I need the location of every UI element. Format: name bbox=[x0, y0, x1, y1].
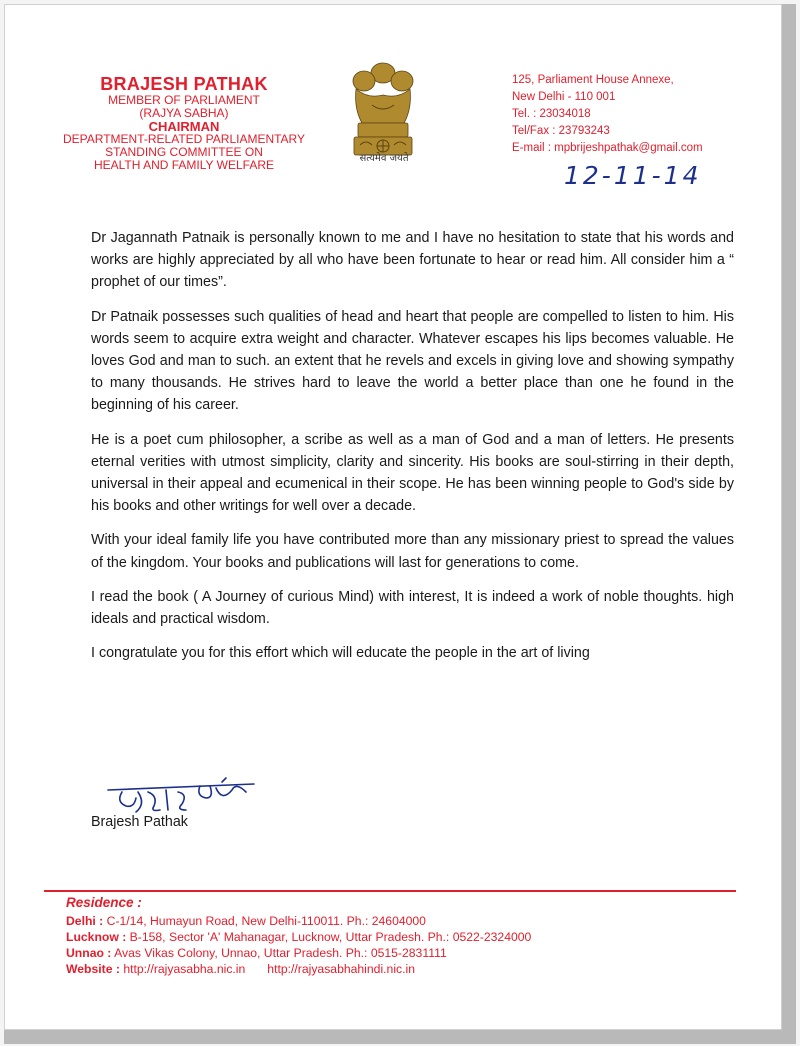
letterhead-left bbox=[34, 74, 334, 172]
address-line-2: New Delhi - 110 001 bbox=[512, 91, 616, 103]
committee-line-1: DEPARTMENT-RELATED PARLIAMENTARY bbox=[62, 132, 306, 146]
paragraph-1: Dr Jagannath Patnaik is personally known to me and I have no hesitation to state that his words and works are highly appreciated by all who have been fortunate to hear or read him. All consider him a “ prophet of our times”. bbox=[91, 230, 734, 291]
footer-unnao: Unnao : Avas Vikas Colony, Unnao, Uttar Pradesh. Ph.: 0515-2831111 bbox=[66, 946, 447, 960]
paragraph-6: I congratulate you for this effort which will educate the people in the art of living bbox=[91, 645, 590, 662]
handwritten-date: 12-11-14 bbox=[564, 161, 702, 190]
letterhead-right bbox=[512, 72, 782, 157]
address-line-1: 125, Parliament House Annexe, bbox=[512, 74, 674, 86]
letter-page bbox=[4, 4, 796, 1044]
committee-line-3: HEALTH AND FAMILY WELFARE bbox=[93, 158, 275, 172]
website-link-1[interactable]: http://rajyasabha.nic.in bbox=[119, 962, 246, 976]
signer-name: Brajesh Pathak bbox=[91, 814, 188, 830]
member-title: MEMBER OF PARLIAMENT bbox=[108, 93, 260, 107]
committee-line-2: STANDING COMMITTEE ON bbox=[105, 145, 263, 159]
emblem-motto: सत्यमेव जयते bbox=[359, 153, 409, 164]
footer-lucknow: Lucknow : B-158, Sector 'A' Mahanagar, Lucknow, Uttar Pradesh. Ph.: 0522-2324000 bbox=[66, 930, 532, 944]
email-address: E-mail : mpbrijeshpathak@gmail.com bbox=[512, 142, 703, 154]
website-link-2[interactable]: http://rajyasabhahindi.nic.in bbox=[267, 962, 415, 976]
paragraph-3: He is a poet cum philosopher, a scribe as well as a man of God and a man of letters. He presents eternal verities with utmost simplicity, clarity and sincerity. His books are soul-stirring in their depth, universal in their appeal and ecumenical in their scope. He has been winning people to God's side by his books and other writings for well over a decade. bbox=[91, 431, 734, 515]
footer-delhi: Delhi : C-1/14, Humayun Road, New Delhi-110011. Ph.: 24604000 bbox=[66, 914, 426, 928]
telephone: Tel. : 23034018 bbox=[512, 108, 591, 120]
telephone-fax: Tel/Fax : 23793243 bbox=[512, 125, 610, 137]
footer-website: Website : http://rajyasabha.nic.in http://rajyasabhahindi.nic.in bbox=[66, 962, 415, 976]
member-name: BRAJESH PATHAK bbox=[100, 74, 268, 94]
chairman-title: CHAIRMAN bbox=[148, 119, 220, 134]
house-name: (RAJYA SABHA) bbox=[139, 106, 229, 120]
paragraph-2: Dr Patnaik possesses such qualities of head and heart that people are compelled to listen to him. His words seem to acquire extra weight and character. Whatever escapes his lips becomes valuable. He loves God and man to such. an extent that he revels and excels in giving love and showing sympathy to many thousands. He strives hard to leave the world a better place than one he found in the beginning of his career. bbox=[91, 308, 734, 414]
residence-title: Residence : bbox=[66, 895, 142, 910]
paragraph-4: With your ideal family life you have contributed more than any missionary priest to spread the values of the kingdom. Your books and publications will last for generations to come. bbox=[91, 532, 734, 571]
residence-footer bbox=[66, 895, 746, 977]
footer-divider bbox=[44, 890, 736, 892]
letter-body bbox=[91, 227, 734, 676]
paragraph-5: I read the book ( A Journey of curious Mind) with interest, It is indeed a work of noble thoughts. high ideals and practical wisdom. bbox=[91, 588, 734, 628]
